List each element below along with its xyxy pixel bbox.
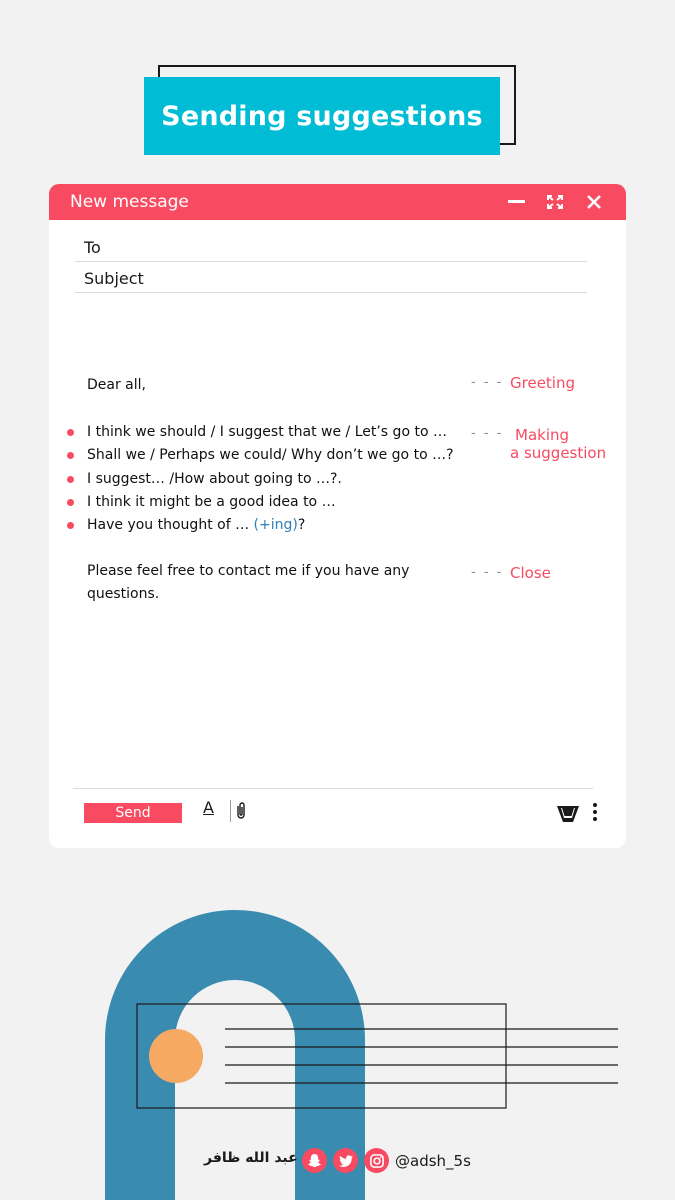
expand-button[interactable] — [543, 184, 567, 220]
toolbar-separator — [230, 800, 231, 822]
close-icon — [587, 195, 601, 209]
subject-label: Subject — [84, 269, 144, 288]
bullet-dot — [67, 476, 74, 483]
send-button[interactable]: Send — [84, 803, 182, 823]
twitter-icon — [339, 1155, 353, 1167]
subject-field[interactable] — [75, 263, 587, 293]
instagram-icon — [370, 1154, 384, 1168]
window-titlebar — [49, 184, 626, 220]
minimize-button[interactable] — [505, 184, 529, 220]
page-title: Sending suggestions — [161, 100, 483, 132]
twitter-link[interactable] — [333, 1148, 358, 1173]
closing-text: Please feel free to contact me if you have any questions. — [87, 563, 410, 602]
ing-hint: (+ing) — [253, 517, 298, 534]
social-handle: @adsh_5s — [395, 1152, 471, 1170]
to-label: To — [84, 238, 101, 257]
expand-icon — [547, 195, 563, 209]
annotation-dash: - - - — [471, 426, 504, 441]
title-banner — [144, 77, 500, 155]
minimize-icon — [508, 200, 526, 204]
annotation-dash: - - - — [471, 375, 504, 390]
to-field[interactable] — [75, 232, 587, 262]
greeting-text: Dear all, — [87, 377, 146, 393]
annotation-suggestion: Making a suggestion — [510, 426, 607, 462]
more-icon[interactable] — [591, 802, 599, 822]
window-title: New message — [70, 192, 189, 212]
list-item: I think it might be a good idea to … — [87, 491, 454, 514]
snapchat-link[interactable] — [302, 1148, 327, 1173]
bullet-dot — [67, 452, 74, 459]
close-button[interactable] — [582, 184, 606, 220]
orange-dot — [149, 1029, 203, 1083]
footer-divider — [73, 788, 593, 789]
author-name: عبد الله ظافر — [204, 1150, 298, 1166]
list-item: Have you thought of … (+ing)? — [87, 514, 454, 537]
trash-icon[interactable] — [557, 804, 579, 822]
compose-window — [49, 184, 626, 848]
annotation-greeting: Greeting — [510, 374, 575, 392]
instagram-link[interactable] — [364, 1148, 389, 1173]
snapchat-icon — [307, 1153, 322, 1168]
bullet-dot — [67, 499, 74, 506]
annotation-close: Close — [510, 564, 551, 582]
attach-icon[interactable] — [233, 801, 249, 821]
annotation-dash: - - - — [471, 565, 504, 580]
bullet-dot — [67, 429, 74, 436]
suggestion-list — [87, 421, 454, 537]
list-item: I suggest… /How about going to …?. — [87, 468, 454, 491]
bullet-dot — [67, 522, 74, 529]
list-item: Shall we / Perhaps we could/ Why don’t we go to …? — [87, 444, 454, 467]
list-item: I think we should / I suggest that we / Let’s go to … — [87, 421, 454, 444]
font-format-button[interactable]: A — [203, 798, 214, 817]
